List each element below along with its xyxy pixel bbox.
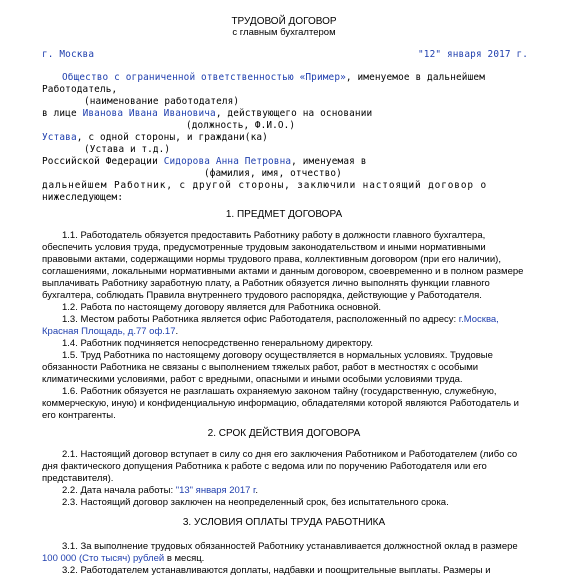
clause-1-3-line-2: Красная Площадь, д.77 оф.17. (42, 326, 179, 337)
clause-1-1-line: бухгалтера, соблюдать Правила внутреннего трудового распорядка, действующие у Работодателя. (42, 290, 482, 301)
document-title: ТРУДОВОЙ ДОГОВОР (231, 16, 337, 27)
employee-name: Сидорова Анна Петровна (163, 156, 292, 167)
clause-1-5-line: обязанности Работника не связаны с выполнением тяжелых работ, работ в местностях с особыми (42, 362, 479, 373)
charter-hint: (Устава и т.д.) (84, 144, 171, 155)
document-subtitle: с главным бухгалтером (232, 27, 336, 38)
clause-1-5-line: климатическими условиями, работ с вредными, опасными и иными особыми условиями труда. (42, 374, 463, 385)
clause-2-1-line: представителя). (42, 473, 114, 484)
charter-basis: Устава (42, 132, 77, 143)
clause-1-6-line: коммерческую, иную) и конфиденциальную информацию, обладателями которой являются Работодатель и (42, 398, 519, 409)
clause-2-1-line: дня фактического допущения Работника к работе с ведома или по поручению Работодателя или его (42, 461, 487, 472)
director-name: Иванова Ивана Ивановича (82, 108, 216, 119)
preamble-closing-1: дальнейшем Работник, с другой стороны, заключили настоящий договор о (42, 180, 488, 191)
clause-1-6-line: 1.6. Работник обязуется не разглашать охраняемую законом тайну (государственную, служебную, (62, 386, 497, 397)
clause-3-1-line-1: 3.1. За выполнение трудовых обязанностей Работнику устанавливается должностной оклад в размере (62, 541, 518, 552)
clause-3-1-line-2: 100 000 (Сто тысяч) рублей в месяц. (42, 553, 205, 564)
employee-hint: (фамилия, имя, отчество) (204, 168, 342, 179)
work-address: Красная Площадь, д.77 оф.17 (42, 326, 176, 337)
preamble-line-4: Российской Федерации Сидорова Анна Петровна, именуемая в (42, 156, 367, 167)
preamble-line-2: в лице Иванова Ивана Ивановича, действующего на основании (42, 108, 373, 119)
clause-1-1-line: 1.1. Работодатель обязуется предоставить Работнику работу в должности главного бухгалтера, (62, 230, 486, 241)
contract-city: г. Москва (42, 49, 95, 60)
employer-hint: (наименование работодателя) (84, 96, 240, 107)
clause-1-5-line: 1.5. Труд Работника по настоящему договору осуществляется в нормальных условиях. Трудовые (62, 350, 493, 361)
section-3-heading: 3. УСЛОВИЯ ОПЛАТЫ ТРУДА РАБОТНИКА (182, 517, 386, 528)
clause-1-6-line: его контрагенты. (42, 410, 116, 421)
clause-1-3-line-1: 1.3. Местом работы Работника является офис Работодателя, расположенный по адресу: г.Москва, (62, 314, 499, 325)
clause-1-1-line: выплачивать Работнику заработную плату, а Работник обязуется лично выполнять функции главного (42, 278, 490, 289)
employer-name: Общество с ограниченной ответственностью «Пример» (62, 72, 346, 83)
preamble-closing-2: нижеследующем: (42, 192, 124, 203)
clause-1-4: 1.4. Работник подчиняется непосредственно генеральному директору. (62, 338, 374, 349)
start-date: "13" января 2017 г (175, 485, 256, 496)
salary-amount: 100 000 (Сто тысяч) рублей (42, 553, 165, 564)
employer-word: Работодатель, (42, 84, 118, 95)
clause-2-1-line: 2.1. Настоящий договор вступает в силу со дня его заключения Работником и Работодателем (либо со (62, 449, 518, 460)
clause-1-2: 1.2. Работа по настоящему договору является для Работника основной. (62, 302, 382, 313)
preamble-line-1: Общество с ограниченной ответственностью «Пример», именуемое в дальнейшем (62, 72, 485, 83)
clause-2-2: 2.2. Дата начала работы: "13" января 2017 г. (62, 485, 258, 496)
section-1-heading: 1. ПРЕДМЕТ ДОГОВОРА (225, 209, 343, 220)
work-city: г.Москва, (458, 314, 499, 325)
clause-1-1-line: правовыми актами, содержащими нормы трудового права, коллективным договором (при его наличии), (42, 254, 501, 265)
clause-2-3: 2.3. Настоящий договор заключен на неопределенный срок, без испытательного срока. (62, 497, 449, 508)
preamble-line-3: Устава, с одной стороны, и граждани(ка) (42, 132, 268, 143)
section-2-heading: 2. СРОК ДЕЙСТВИЯ ДОГОВОРА (207, 428, 361, 439)
contract-date: "12" января 2017 г. (418, 49, 529, 60)
clause-3-2-line-1: 3.2. Работодателем устанавливаются доплаты, надбавки и поощрительные выплаты. Размеры и (62, 565, 491, 576)
clause-1-1-line: обеспечить условия труда, предусмотренные трудовым законодательством и иными нормативными (42, 242, 486, 253)
clause-1-1-line: соглашениями, локальными нормативными актами и данным договором, своевременно и в полном размере (42, 266, 524, 277)
director-hint: (должность, Ф.И.О.) (186, 120, 296, 131)
